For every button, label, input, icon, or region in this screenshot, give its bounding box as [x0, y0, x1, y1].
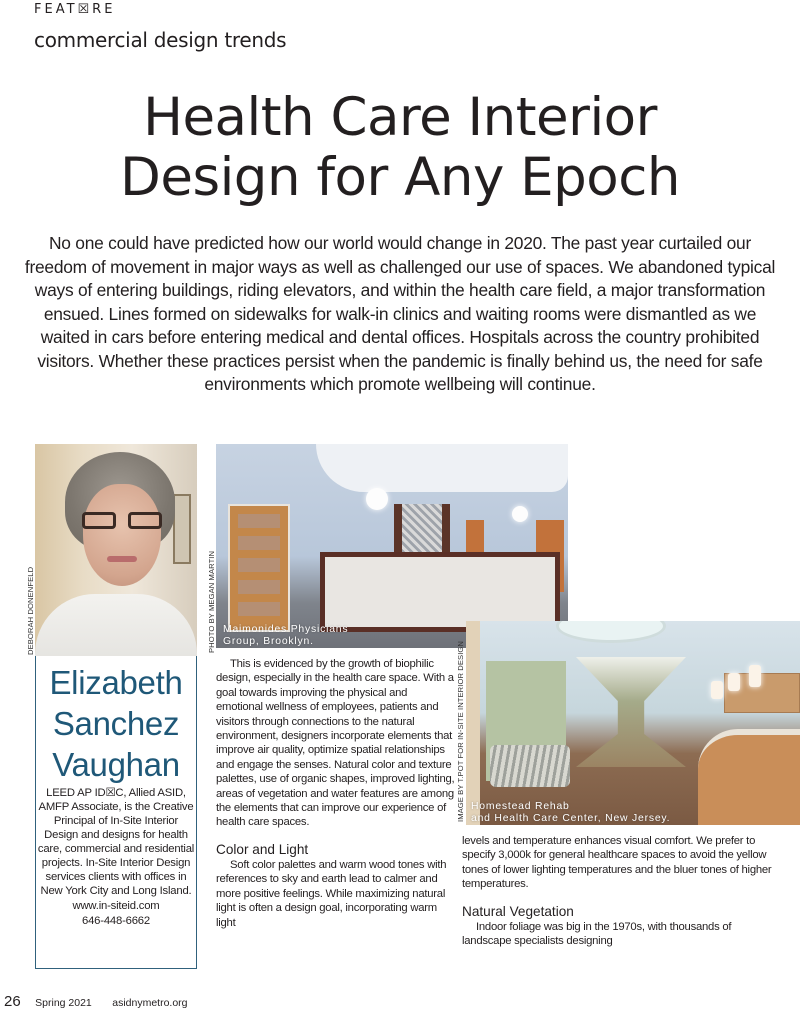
article-title — [0, 88, 800, 208]
heading-color-and-light: Color and Light — [216, 841, 309, 857]
sofa — [490, 745, 570, 787]
title-line-1: Health Care Interior — [143, 87, 657, 148]
paragraph-vegetation: Indoor foliage was big in the 1970s, with thousands of landscape specialists designing — [462, 920, 732, 948]
reception-credit: PHOTO BY MEGAN MARTIN — [207, 550, 216, 653]
reception-desk — [320, 552, 560, 632]
paragraph-color: Soft color palettes and warm wood tones with references to sky and earth lead to calmer and more positive feelings. While maximizing natural light is often a design goal, incorporating warm light — [216, 858, 447, 929]
paragraph-color-continued: levels and temperature enhances visual comfort. We prefer to specify 3,000k for general healthcare spaces to avoid the yellow tones of lower lighting temperatures and the bluer tones of higher temperatures. — [462, 835, 772, 891]
pendant-lamp — [512, 506, 528, 522]
body-column-2 — [462, 834, 782, 948]
paragraph-biophilic: This is evidenced by the growth of biophilic design, especially in the health care space. With a goal towards improving the physical and emotional wellness of employees, patients and visitors through connections to the natural environment, designers incorporate elements that improve air quality, optimize spatial relationships and engage the senses. Natural color and texture palettes, use of organic shapes, improved lighting, areas of vegetation and water features are among the elements that can improve our experience of health care spaces. — [216, 658, 455, 829]
portrait-glasses — [82, 512, 162, 530]
portrait-face — [83, 484, 161, 586]
author-bio-box — [35, 656, 197, 969]
ceiling-soffit — [316, 444, 568, 492]
reception-caption: Maimonides Physicians Group, Brooklyn. — [223, 624, 349, 647]
site-link[interactable]: asidnymetro.org — [112, 997, 188, 1009]
author-first-name: Elizabeth — [49, 664, 183, 701]
corridor-caption: Homestead Rehab and Health Care Center, New Jersey. — [471, 801, 671, 824]
heading-natural-vegetation: Natural Vegetation — [462, 903, 574, 919]
title-line-2: Design for Any Epoch — [120, 147, 680, 208]
author-last-name: Vaughan — [52, 746, 180, 783]
photo-edge — [466, 621, 480, 825]
pendant-lamp — [711, 681, 723, 699]
article-intro: No one could have predicted how our world would change in 2020. The past year curtailed our freedom of movement in major ways as well as challenged our use of spaces. We abandoned typical ways of entering buildings, riding elevators, and within the health care field, a major transformation ensued. Lines formed on sidewalks for walk-in clinics and waiting rooms were dismantled as we waited in cars before entering medical and dental offices. Hospitals across the country prohibited visitors. Whether these practices persist when the pandemic is finally behind us, the need for safe environments which promote wellbeing will continue. — [24, 233, 776, 394]
author-middle-name: Sanchez — [52, 705, 180, 742]
portrait-credit: DEBORAH DONENFELD — [26, 566, 35, 655]
author-phone: 646-448-6662 — [82, 915, 150, 927]
issue-label: Spring 2021 — [35, 997, 92, 1009]
author-portrait — [35, 444, 197, 656]
pendant-lamp — [749, 665, 761, 687]
nurse-station — [698, 729, 800, 825]
author-bio: LEED AP ID☒C, Allied ASID, AMFP Associate, is the Creative Principal of In-Site Interior Design and designs for health care, commercial and residential projects. In-Site Interior Design services clients with offices in New York City and Long Island. — [37, 787, 195, 897]
wood-door — [228, 504, 290, 632]
body-column-1 — [216, 657, 456, 930]
portrait-mouth — [107, 556, 137, 562]
portrait-shirt — [35, 594, 197, 656]
wall-frame — [173, 494, 191, 564]
section-label: FEAT☒RE — [34, 2, 116, 17]
author-website[interactable]: www.in-siteid.com — [72, 900, 160, 912]
page-number: 26 — [4, 993, 21, 1010]
pendant-lamp — [366, 488, 388, 510]
corridor-photo — [466, 621, 800, 825]
reception-photo — [216, 444, 568, 648]
skylight — [556, 621, 666, 643]
hallway — [576, 657, 686, 767]
corridor-credit: IMAGE BY T.POT FOR IN-SITE INTERIOR DESIGN — [456, 641, 465, 822]
subsection-label: commercial design trends — [34, 28, 287, 52]
page-footer — [4, 993, 204, 1011]
pendant-lamp — [728, 673, 740, 691]
